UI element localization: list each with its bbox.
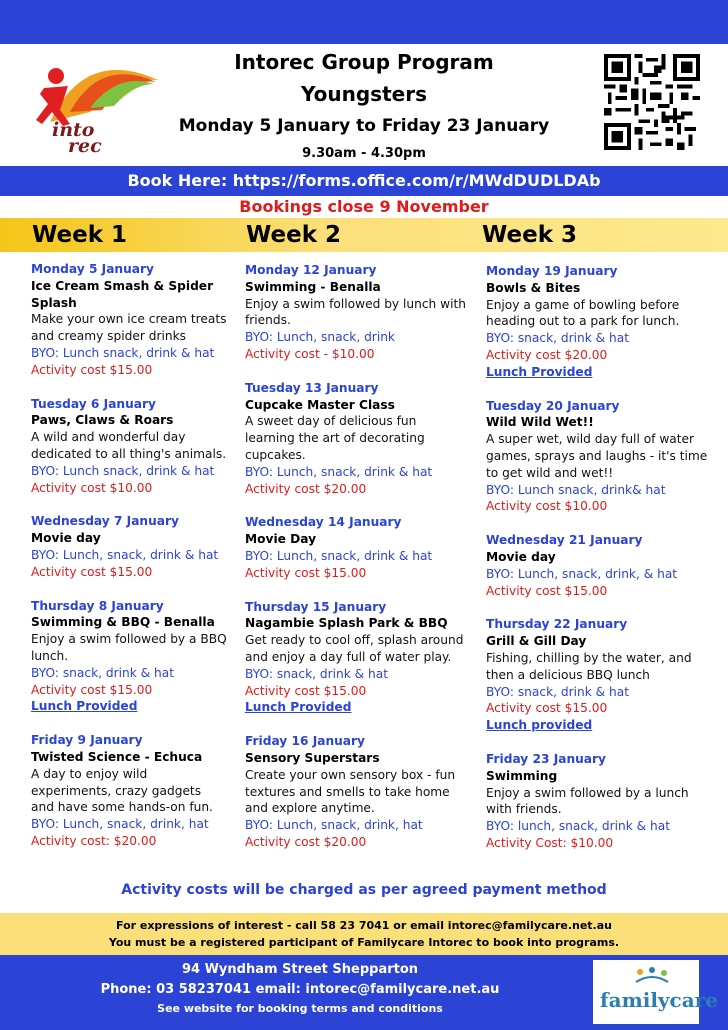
byo-note: BYO: snack, drink & hat bbox=[245, 666, 389, 681]
day-label: Friday 9 January bbox=[31, 733, 143, 748]
program-title: Intorec Group Program bbox=[234, 50, 494, 74]
day-entry bbox=[486, 751, 708, 852]
byo-note: BYO: Lunch, snack, drink, & hat bbox=[486, 566, 678, 581]
event-name: Ice Cream Smash & Spider Splash bbox=[31, 278, 214, 310]
activity-cost: Activity cost $15.00 bbox=[31, 682, 153, 697]
activity-cost: Activity cost $10.00 bbox=[486, 499, 608, 514]
day-entry bbox=[245, 262, 467, 363]
top-banner bbox=[0, 0, 728, 44]
byo-note: BYO: Lunch, snack, drink & hat bbox=[245, 548, 433, 563]
day-entry bbox=[486, 616, 708, 734]
byo-note: BYO: Lunch, snack, drink, hat bbox=[245, 818, 423, 833]
byo-note: BYO: Lunch, snack, drink & hat bbox=[31, 547, 219, 562]
lunch-provided-link[interactable]: Lunch Provided bbox=[486, 364, 593, 379]
expressions-of-interest: For expressions of interest - call 58 23 7041 or email intorec@familycare.net.au bbox=[116, 919, 612, 932]
event-description: A wild and wonderful day dedicated to all thing's animals. bbox=[31, 430, 227, 461]
event-name: Twisted Science - Echuca bbox=[31, 749, 203, 764]
day-label: Tuesday 6 January bbox=[31, 396, 156, 411]
byo-note: BYO: Lunch, snack, drink bbox=[245, 330, 395, 345]
booking-link[interactable]: Book Here: https://forms.office.com/r/MWdDUDLDAb bbox=[0, 166, 728, 196]
event-name: Paws, Claws & Roars bbox=[31, 413, 174, 428]
event-name: Grill & Gill Day bbox=[486, 634, 587, 649]
activity-cost: Activity cost $15.00 bbox=[486, 583, 608, 598]
day-entry bbox=[245, 514, 467, 581]
day-label: Friday 23 January bbox=[486, 751, 606, 766]
terms-note: See website for booking terms and conditions bbox=[157, 1002, 443, 1015]
logo-text-rec: rec bbox=[68, 135, 102, 157]
event-description: A sweet day of delicious fun learning the art of decorating cupcakes. bbox=[245, 414, 425, 462]
event-name: Cupcake Master Class bbox=[245, 397, 395, 412]
program-subtitle: Youngsters bbox=[301, 82, 427, 106]
week-3-heading: Week 3 bbox=[482, 222, 578, 248]
day-label: Tuesday 13 January bbox=[245, 380, 379, 395]
day-label: Monday 19 January bbox=[486, 264, 618, 278]
day-entry bbox=[31, 513, 227, 580]
lunch-provided-link[interactable]: Lunch provided bbox=[486, 718, 593, 733]
contact-details[interactable]: Phone: 03 58237041 email: intorec@familycare.net.au bbox=[100, 982, 500, 997]
byo-note: BYO: snack, drink & hat bbox=[31, 665, 175, 680]
day-entry bbox=[31, 261, 227, 379]
activity-cost: Activity cost $10.00 bbox=[31, 480, 153, 495]
activity-cost: Activity cost $20.00 bbox=[245, 834, 367, 849]
day-label: Thursday 8 January bbox=[31, 598, 164, 613]
byo-note: BYO: Lunch, snack, drink, hat bbox=[31, 817, 209, 832]
day-label: Wednesday 21 January bbox=[486, 533, 643, 548]
day-entry bbox=[245, 733, 467, 851]
event-name: Bowls & Bites bbox=[486, 280, 581, 295]
event-description: Enjoy a swim followed by a lunch with friends. bbox=[486, 785, 689, 817]
day-entry bbox=[486, 263, 708, 381]
event-description: Enjoy a swim followed by lunch with friends. bbox=[245, 296, 467, 328]
week-2-column bbox=[245, 262, 467, 851]
activity-cost: Activity cost $15.00 bbox=[31, 362, 153, 377]
bookings-close-notice: Bookings close 9 November bbox=[239, 197, 489, 216]
day-label: Wednesday 14 January bbox=[245, 515, 402, 530]
day-label: Friday 16 January bbox=[245, 734, 365, 749]
familycare-wordmark: familycare bbox=[600, 988, 718, 1012]
event-description: A super wet, wild day full of water games, sprays and laughs - it's time to get wild and wet!! bbox=[486, 432, 708, 480]
byo-note: BYO: Lunch snack, drink & hat bbox=[31, 463, 215, 478]
day-entry bbox=[486, 532, 708, 599]
byo-note: BYO: Lunch snack, drink& hat bbox=[486, 482, 666, 497]
day-entry bbox=[31, 396, 227, 497]
day-entry bbox=[245, 599, 467, 717]
event-name: Movie day bbox=[486, 549, 556, 564]
program-hours: 9.30am - 4.30pm bbox=[302, 146, 426, 161]
week-2-heading: Week 2 bbox=[246, 222, 342, 248]
event-name: Swimming bbox=[486, 768, 558, 783]
day-label: Wednesday 7 January bbox=[31, 514, 179, 529]
event-description: Enjoy a game of bowling before heading out to a park for lunch. bbox=[486, 297, 680, 329]
activity-cost: Activity cost - $10.00 bbox=[245, 346, 375, 361]
event-name: Swimming - Benalla bbox=[245, 279, 381, 294]
event-name: Swimming & BBQ - Benalla bbox=[31, 615, 215, 630]
familycare-figures-icon bbox=[632, 966, 672, 986]
activity-cost: Activity cost: $20.00 bbox=[31, 833, 157, 848]
event-description: Make your own ice cream treats and creamy spider drinks bbox=[31, 312, 227, 344]
registration-note: You must be a registered participant of Familycare Intorec to book into programs. bbox=[108, 936, 620, 949]
day-entry bbox=[486, 398, 708, 516]
day-label: Thursday 22 January bbox=[486, 617, 628, 632]
lunch-provided-link[interactable]: Lunch Provided bbox=[245, 700, 352, 715]
address: 94 Wyndham Street Shepparton bbox=[181, 962, 419, 977]
event-name: Sensory Superstars bbox=[245, 750, 380, 765]
event-name: Movie Day bbox=[245, 532, 317, 547]
activity-cost: Activity cost $20.00 bbox=[245, 481, 367, 496]
lunch-provided-link[interactable]: Lunch Provided bbox=[31, 699, 138, 714]
event-description: Get ready to cool off, splash around and enjoy a day full of water play. bbox=[245, 633, 464, 664]
activity-cost: Activity cost $15.00 bbox=[245, 565, 367, 580]
byo-note: BYO: Lunch, snack, drink & hat bbox=[245, 464, 433, 479]
event-description: Fishing, chilling by the water, and then a delicious BBQ lunch bbox=[486, 650, 692, 682]
payment-note: Activity costs will be charged as per agreed payment method bbox=[121, 882, 607, 898]
activity-cost: Activity cost $15.00 bbox=[245, 683, 367, 698]
byo-note: BYO: snack, drink & hat bbox=[486, 331, 630, 346]
day-label: Monday 12 January bbox=[245, 263, 377, 277]
activity-cost: Activity cost $20.00 bbox=[486, 347, 608, 362]
activity-cost: Activity cost $15.00 bbox=[31, 564, 153, 579]
week-1-column bbox=[31, 261, 227, 850]
day-entry bbox=[31, 598, 227, 716]
event-name: Wild Wild Wet!! bbox=[486, 415, 594, 430]
week-3-column bbox=[486, 263, 708, 852]
byo-note: BYO: lunch, snack, drink & hat bbox=[486, 819, 671, 834]
byo-note: BYO: snack, drink & hat bbox=[486, 684, 630, 699]
program-dates: Monday 5 January to Friday 23 January bbox=[178, 116, 550, 136]
day-label: Thursday 15 January bbox=[245, 599, 387, 614]
logo-text-into: into bbox=[52, 119, 95, 141]
event-name: Movie day bbox=[31, 531, 101, 546]
day-label: Tuesday 20 January bbox=[486, 398, 620, 413]
day-entry bbox=[245, 380, 467, 498]
event-description: A day to enjoy wild experiments, crazy gadgets and have some hands-on fun. bbox=[31, 766, 213, 815]
event-name: Nagambie Splash Park & BBQ bbox=[245, 616, 448, 631]
week-1-heading: Week 1 bbox=[32, 222, 128, 248]
day-entry bbox=[31, 732, 227, 850]
event-description: Enjoy a swim followed by a BBQ lunch. bbox=[31, 632, 227, 663]
activity-cost: Activity Cost: $10.00 bbox=[486, 835, 614, 850]
byo-note: BYO: Lunch snack, drink & hat bbox=[31, 345, 215, 360]
day-label: Monday 5 January bbox=[31, 262, 154, 276]
event-description: Create your own sensory box - fun textures and smells to take home and explore anytime. bbox=[245, 767, 456, 816]
activity-cost: Activity cost $15.00 bbox=[486, 701, 608, 716]
